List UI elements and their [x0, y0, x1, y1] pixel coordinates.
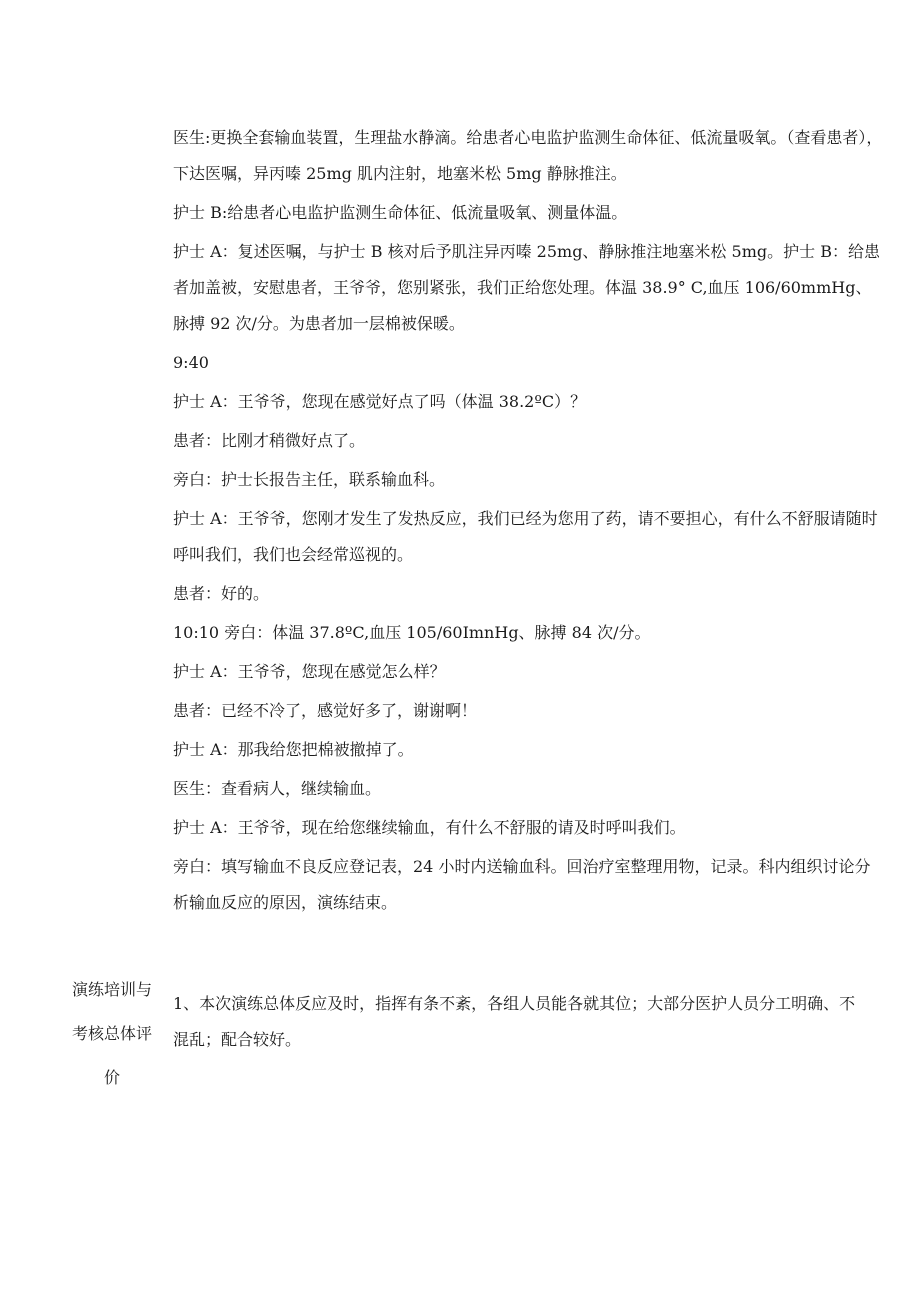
script-line-nurse-a-blanket: 护士 A：那我给您把棉被撤掉了。 — [173, 740, 414, 759]
evaluation-text: 1、本次演练总体反应及时，指挥有条不紊，各组人员能各就其位；大部分医护人员分工明确、不混乱；配合较好。 — [173, 994, 856, 1049]
script-line-narration-end: 旁白：填写输血不良反应登记表，24 小时内送输血科。回治疗室整理用物，记录。科内组织讨论分析输血反应的原因，演练结束。 — [173, 857, 871, 912]
drill-script — [173, 120, 885, 921]
script-line-time-1010: 10:10 旁白：体温 37.8ºC,血压 105/60ImnHg、脉搏 84 次/分。 — [173, 623, 651, 642]
script-line-patient-better: 患者：比刚才稍微好点了。 — [173, 431, 366, 450]
evaluation-label-line: 考核总体评 — [71, 1024, 152, 1043]
script-line-nurse-a-orders: 护士 A：复述医嘱，与护士 B 核对后予肌注异丙嗪 25mg、静脉推注地塞米松 5mg。护士 B：给患者加盖被，安慰患者，王爷爷，您别紧张，我们正给您处理。体温 38.9° C,血压 106/60mmHg、脉搏 92 次/分。为患者加一层棉被保暖。 — [173, 242, 880, 333]
script-line-patient-thanks: 患者：已经不冷了，感觉好多了，谢谢啊！ — [173, 701, 478, 720]
script-line-doctor-orders: 医生:更换全套输血装置，生理盐水静滴。给患者心电监护监测生命体征、低流量吸氧。（查看患者），下达医嘱，异丙嗪 25mg 肌内注射，地塞米松 5mg 静脉推注。 — [173, 128, 883, 183]
script-line-nurse-a-explain: 护士 A：王爷爷，您刚才发生了发热反应，我们已经为您用了药，请不要担心，有什么不舒服请随时呼叫我们，我们也会经常巡视的。 — [173, 509, 878, 564]
evaluation-label-line: 演练培训与 — [71, 980, 152, 999]
script-line-doctor-continue: 医生：查看病人，继续输血。 — [173, 779, 382, 798]
evaluation-label — [62, 968, 162, 1100]
script-line-nurse-a-check: 护士 A：王爷爷，您现在感觉好点了吗（体温 38.2ºC）？ — [173, 392, 587, 411]
script-line-time-940: 9:40 — [173, 353, 209, 372]
script-line-patient-ok: 患者：好的。 — [173, 584, 270, 603]
evaluation-label-line: 价 — [103, 1068, 120, 1087]
script-line-nurse-b: 护士 B:给患者心电监护监测生命体征、低流量吸氧、测量体温。 — [173, 203, 628, 222]
script-line-nurse-a-continue: 护士 A：王爷爷，现在给您继续输血，有什么不舒服的请及时呼叫我们。 — [173, 818, 686, 837]
script-line-narration-report: 旁白：护士长报告主任，联系输血科。 — [173, 470, 446, 489]
script-line-nurse-a-ask: 护士 A：王爷爷，您现在感觉怎么样？ — [173, 662, 446, 681]
